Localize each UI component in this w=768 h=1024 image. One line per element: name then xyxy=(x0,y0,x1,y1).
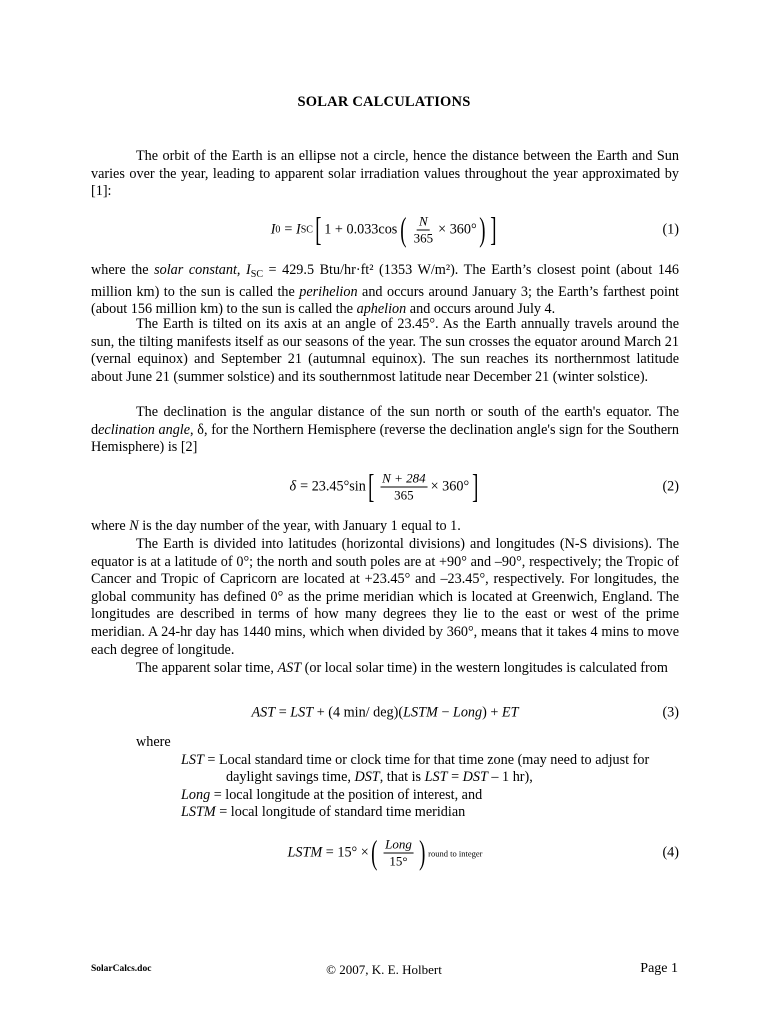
eq2-fraction xyxy=(380,471,427,504)
equation-1 xyxy=(91,210,679,250)
eq1-frac-den: 365 xyxy=(413,230,434,246)
equation-1-number: (1) xyxy=(662,221,679,238)
paragraph-tilt: The Earth is tilted on its axis at an angle of 23.45°. As the Earth annually travels around the sun, the tilting manifests itself as our seasons of the year. The sun crosses the equator around March 21 (vernal equinox) and September 21 (autumnal equinox). The sun reaches its northernmost latitude about June 21 (summer solstice) and its southernmost latitude near December 21 (winter solstice). xyxy=(91,316,679,385)
def-lst-cont: daylight savings time, DST, that is LST = DST – 1 hr), xyxy=(226,769,533,786)
eq4-rparen: ) xyxy=(419,834,426,871)
equation-4-number: (4) xyxy=(662,844,679,861)
equation-3-number: (3) xyxy=(662,704,679,721)
equation-3 xyxy=(91,694,679,732)
equation-4 xyxy=(91,830,679,876)
eq2-frac-num: N + 284 xyxy=(382,470,426,486)
def-long: Long = local longitude at the position of interest, and xyxy=(181,786,483,803)
eq1-sub: SC xyxy=(300,224,313,236)
footer-page-number: Page 1 xyxy=(640,961,678,976)
paragraph-apparent-time: The apparent solar time, AST (or local solar time) in the western longitudes is calculated from xyxy=(136,660,668,676)
paragraph-latitudes: The Earth is divided into latitudes (horizontal divisions) and longitudes (N-S divisions). The equator is at a latitude of 0°; the north and south poles are at +90° and –90°, respectively; the Tropic of Cancer and Tropic of Capricorn are located at +23.45° and –23.45°, respectively. For longitudes, the global community has defined 0° as the prime meridian which is located at Greenwich, England. The longitudes are described in terms of how many degrees they lie to the east or west of the prime meridian. A 24-hr day has 1440 mins, which when divided by 360°, means that it takes 4 mins to move each degree of longitude. xyxy=(91,536,679,658)
footer-copyright: © 2007, K. E. Holbert xyxy=(326,962,442,977)
equation-1-body xyxy=(270,211,500,248)
equation-2 xyxy=(91,467,679,507)
eq1-eq: = I xyxy=(284,221,301,238)
paragraph-solar-constant: where the solar constant, $I_{SC} = 429.5$ Btu/hr·ft² (1353 W/m²). The Earth’s closest point (about 146 million km) to the sun is called the perihelion and occurs around January 3; the Earth’s farthest point (about 156 million km) to the sun is called the aphelion and occurs around July 4. xyxy=(91,262,679,318)
eq1-open: 1 + 0.033cos xyxy=(324,221,398,238)
eq4-lparen: ( xyxy=(371,834,378,871)
eq1-lparen: ( xyxy=(399,211,407,248)
eq2-rbracket: ] xyxy=(471,468,478,505)
where-label: where xyxy=(136,734,171,750)
equation-2-number: (2) xyxy=(662,478,679,495)
equation-3-body: AST = LST + (4 min/ deg)( LSTM − Long ) + ET xyxy=(251,704,519,721)
eq1-lhs: I xyxy=(270,221,276,238)
eq1-lbracket: [ xyxy=(315,211,322,248)
eq1-frac-num: N xyxy=(419,213,428,229)
eq1-tail: × 360° xyxy=(438,221,477,238)
eq2-frac-den: 365 xyxy=(394,487,414,503)
eq1-rbracket: ] xyxy=(490,211,497,248)
paragraph-day-number: where N is the day number of the year, with January 1 equal to 1. xyxy=(91,518,461,534)
eq4-subscript: round to integer xyxy=(428,848,483,858)
eq1-lhs-sub: 0 xyxy=(275,224,281,236)
eq2-tail: × 360° xyxy=(430,478,470,495)
eq2-lhs: δ xyxy=(289,478,297,495)
definitions-list xyxy=(91,734,679,824)
eq2-eq: = 23.45°sin xyxy=(300,478,366,495)
footer-filename: SolarCalcs.doc xyxy=(91,964,152,974)
paragraph-declination: The declination is the angular distance of the sun north or south of the earth's equator. The declination angle, δ, for the Northern Hemisphere (reverse the declination angle's sign for the Southern Hemisphere) is [2] xyxy=(91,404,679,456)
def-lst: LST = Local standard time or clock time for that time zone (may need to adjust for xyxy=(181,751,650,768)
equation-2-body xyxy=(289,468,481,505)
def-lstm: LSTM = local longitude of standard time meridian xyxy=(181,804,466,821)
eq1-rparen: ) xyxy=(479,211,486,248)
paragraph-orbit: The orbit of the Earth is an ellipse not a circle, hence the distance between the Earth and Sun varies over the year, leading to apparent solar irradiation values throughout the year approximated by [1]: xyxy=(91,148,679,200)
equation-4-body: LSTM = 15° × ( $\frac{\text{Long}}{15^\circ}$ ) round to integer xyxy=(287,834,483,871)
document-title: SOLAR CALCULATIONS xyxy=(297,94,471,110)
eq2-lbracket: [ xyxy=(368,468,375,505)
eq1-fraction xyxy=(412,214,436,247)
eq4-fraction: $\frac{\text{Long}}{15^\circ}$ xyxy=(385,836,412,869)
